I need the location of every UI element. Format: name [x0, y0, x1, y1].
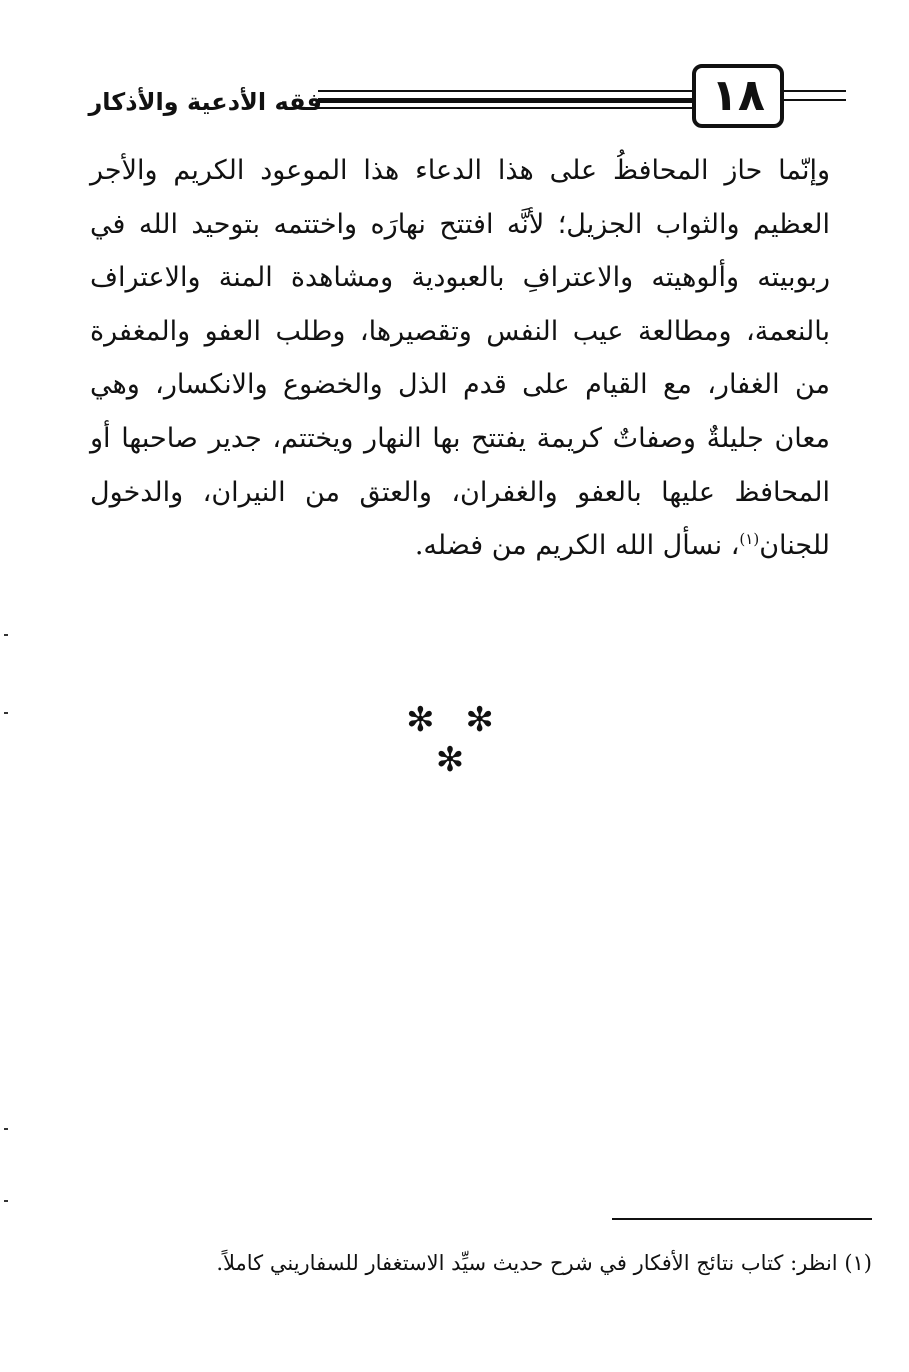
paragraph-ending: ، نسأل الله الكريم من فضله.: [414, 530, 740, 562]
scan-speck: [4, 1128, 8, 1130]
asterism-icon: ✻ ✻ ✻: [406, 700, 504, 780]
scan-speck: [4, 634, 8, 636]
section-separator: [380, 700, 530, 780]
footnote-divider: [612, 1218, 872, 1220]
footnote-reference[interactable]: (١): [739, 530, 760, 549]
running-title: فقه الأدعية والأذكار: [88, 88, 322, 116]
header-rule-right-top: [784, 90, 846, 92]
paragraph-text: وإنّما حاز المحافظُ على هذا الدعاء هذا الموعود الكريم والأجر العظيم والثواب الجزيل؛ لأنَّه افتتح نهارَه واختتمه بتوحيد الله في ربوبيته وألوهيته والاعترافِ بالعبودية ومشاهدة المنة والاعتراف بالنعمة، ومطالعة عيب النفس وتقصيرها، وطلب العفو والمغفرة من الغفار، مع القيام على قدم الذل والخضوع والانكسار، وهي معان جليلةٌ وصفاتٌ كريمة يفتتح بها النهار ويختتم، جدير صاحبها أو المحافظ عليها بالعفو والغفران، والعتق من النيران، والدخول للجنان: [90, 155, 830, 562]
header-rule-left-top: [318, 90, 692, 92]
footnote-text: (١) انظر: كتاب نتائج الأفكار في شرح حديث سيِّد الاستغفار للسفاريني كاملاً.: [216, 1251, 872, 1275]
scan-speck: [4, 1200, 8, 1202]
header-rule-right-bottom: [784, 99, 846, 101]
scan-speck: [4, 712, 8, 714]
page-number: ١٨: [692, 64, 784, 128]
page-header: [0, 0, 909, 140]
header-rule-left-bottom: [318, 98, 692, 103]
header-rule-left-base: [318, 107, 692, 109]
main-paragraph: [90, 144, 830, 573]
